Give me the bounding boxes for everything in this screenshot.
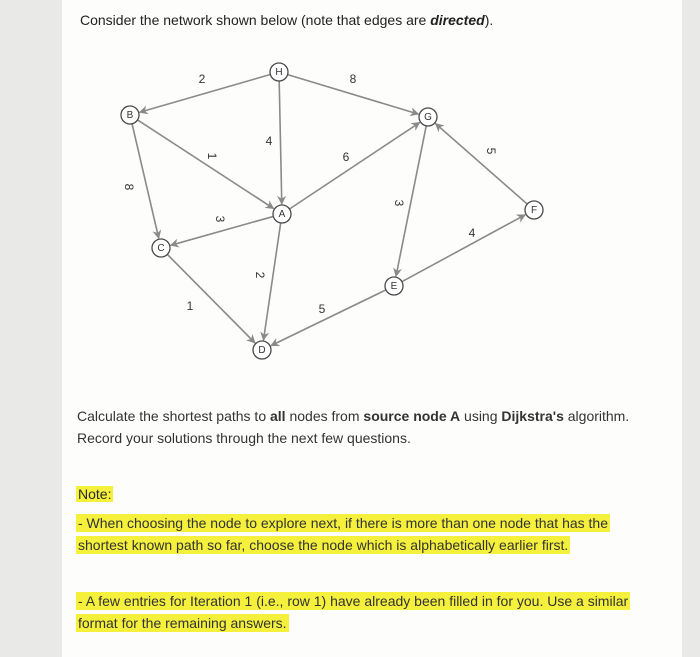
edge-b-a xyxy=(138,120,274,209)
node-a xyxy=(273,205,291,223)
edge-weight-b-c: 8 xyxy=(121,183,136,191)
node-label-c: C xyxy=(157,243,165,255)
note-item-1: - When choosing the node to explore next, if there is more than one node that has the shortest known path so far, choose the node which is alphabetically earlier first. xyxy=(78,515,609,553)
edge-weight-e-f: 4 xyxy=(468,226,476,241)
edge-c-d xyxy=(167,254,255,342)
network-diagram xyxy=(62,0,682,400)
edge-weight-a-d: 2 xyxy=(252,271,267,279)
edge-weight-g-e: 3 xyxy=(391,199,406,207)
edge-weight-e-d: 5 xyxy=(318,302,326,317)
note-label: Note: xyxy=(78,486,112,502)
edge-weight-h-b: 2 xyxy=(198,72,206,87)
edge-b-c xyxy=(132,124,159,238)
edge-f-g xyxy=(436,124,528,204)
edge-weight-h-a: 4 xyxy=(265,134,273,149)
node-label-d: D xyxy=(258,345,266,357)
note-item-2: - A few entries for Iteration 1 (i.e., row 1) have already been filled in for you. Use a similar format for the remaining answers. xyxy=(78,593,629,631)
node-label-a: A xyxy=(278,209,286,221)
node-label-e: E xyxy=(390,281,398,293)
node-d xyxy=(253,341,271,359)
node-e xyxy=(385,277,403,295)
edge-weight-h-g: 8 xyxy=(349,72,357,87)
edge-weight-a-c: 3 xyxy=(212,215,227,223)
edge-a-d xyxy=(263,223,280,340)
node-g xyxy=(419,108,437,126)
node-h xyxy=(270,63,288,81)
edge-e-f xyxy=(402,215,525,282)
edge-weight-a-g: 6 xyxy=(342,150,350,165)
node-label-f: F xyxy=(530,205,538,217)
node-f xyxy=(525,201,543,219)
node-label-h: H xyxy=(275,67,283,79)
directed-emphasis: directed xyxy=(430,12,485,28)
edge-a-g xyxy=(289,123,419,209)
page xyxy=(62,0,682,657)
node-label-b: B xyxy=(126,110,134,122)
node-label-g: G xyxy=(424,112,432,124)
edge-weight-c-d: 1 xyxy=(186,299,194,314)
node-b xyxy=(121,106,139,124)
instructions: Calculate the shortest paths to all nodes from source node A using Dijkstra's algorithm. Record your solutions through the next few questions. xyxy=(77,408,630,446)
edge-weight-f-g: 5 xyxy=(483,147,498,155)
edge-h-a xyxy=(279,81,282,204)
edge-e-d xyxy=(271,290,386,346)
edge-weight-b-a: 1 xyxy=(204,152,219,160)
node-c xyxy=(152,239,170,257)
intro-text: Consider the network shown below (note that edges are directed). xyxy=(80,12,494,28)
